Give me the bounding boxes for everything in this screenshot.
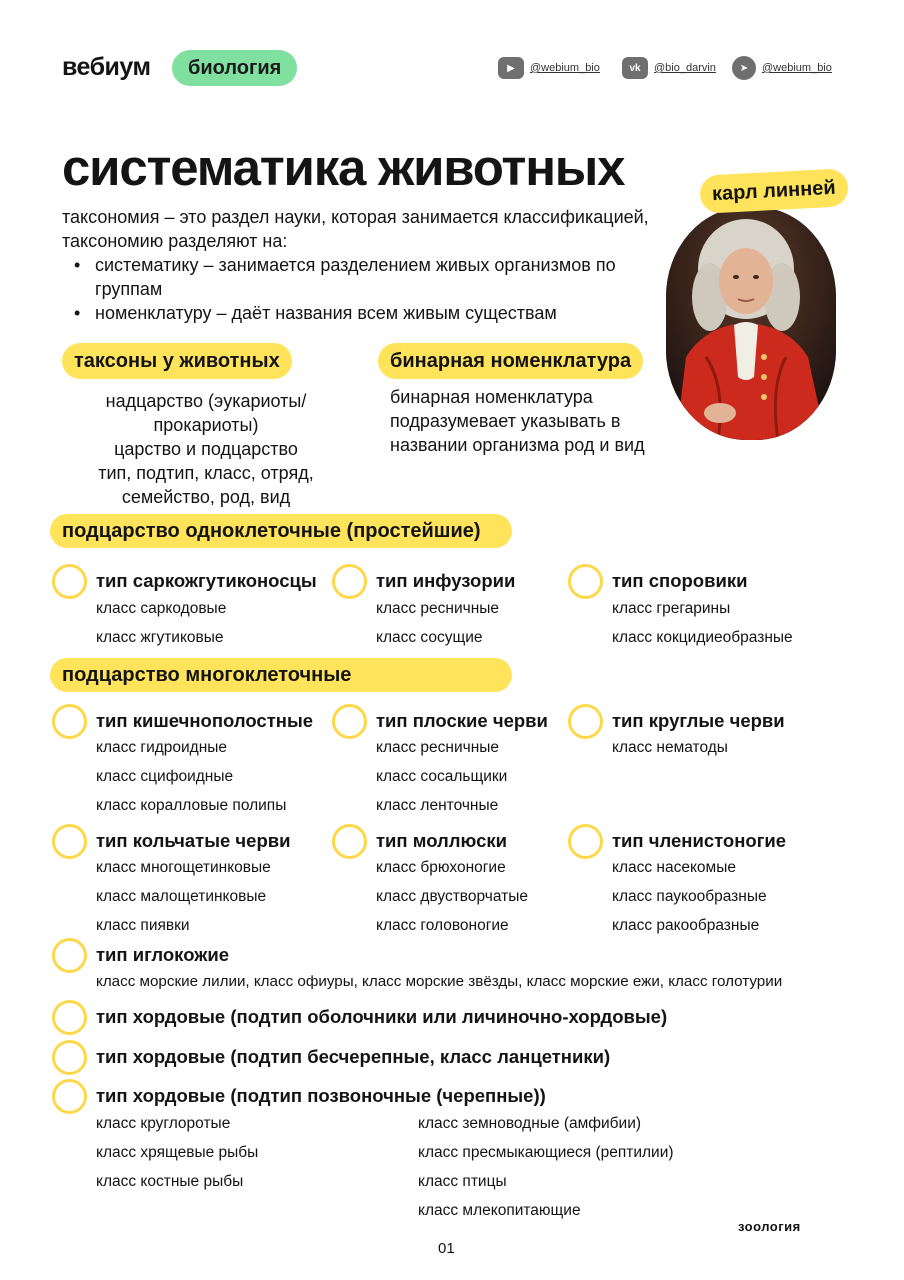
class-item: класс двустворчатые xyxy=(376,888,528,905)
intro-text: таксономия – это раздел науки, которая занимается классификацией, таксономию разделяют на: xyxy=(62,207,649,251)
class-item: класс нематоды xyxy=(612,739,728,756)
taxa-line: прокариоты) xyxy=(153,415,259,435)
binary-line: бинарная номенклатура xyxy=(390,387,593,407)
type-name: тип иглокожие xyxy=(96,944,230,965)
binary-description xyxy=(390,385,670,457)
checkbox-circle xyxy=(332,704,367,739)
binary-line: названии организма род и вид xyxy=(390,435,645,455)
vertebrate-classes-right xyxy=(418,1109,674,1225)
type-name: тип моллюски xyxy=(376,830,508,851)
class-item: класс ленточные xyxy=(376,797,499,814)
type-name: тип саркожгутиконосцы xyxy=(96,570,317,591)
checkbox-circle xyxy=(52,1079,87,1114)
type-name: тип кишечнополостные xyxy=(96,710,314,731)
telegram-link[interactable] xyxy=(732,57,832,79)
portrait-illustration xyxy=(666,207,836,440)
class-item: класс пиявки xyxy=(96,917,190,934)
class-item: класс грегарины xyxy=(612,600,731,617)
checkbox-circle xyxy=(52,564,87,599)
intro-bullets xyxy=(62,253,662,325)
multicellular-heading: подцарство многоклеточные xyxy=(50,658,512,692)
vk-icon: vk xyxy=(622,57,648,79)
type-name: тип членистоногие xyxy=(612,830,787,851)
type-name: тип хордовые (подтип бесчерепные, класс ланцетники) xyxy=(96,1046,611,1067)
class-item: класс млекопитающие xyxy=(418,1202,581,1219)
class-item: класс брюхоногие xyxy=(376,859,506,876)
checkbox-circle xyxy=(332,824,367,859)
class-item: класс насекомые xyxy=(612,859,736,876)
checkbox-circle xyxy=(52,1040,87,1075)
checkbox-circle xyxy=(52,938,87,973)
type-name: тип хордовые (подтип позвоночные (черепные)) xyxy=(96,1085,546,1106)
checkbox-circle xyxy=(52,1000,87,1035)
class-item: класс хрящевые рыбы xyxy=(96,1144,259,1161)
taxa-line: семейство, род, вид xyxy=(121,487,291,507)
portrait-label: карл линней xyxy=(699,168,848,214)
page-title: систематика животных xyxy=(62,139,625,196)
class-item: класс сосущие xyxy=(376,629,483,646)
class-item: класс ракообразные xyxy=(612,917,760,934)
class-item: класс малощетинковые xyxy=(96,888,267,905)
taxa-line: тип, подтип, класс, отряд, xyxy=(98,463,314,483)
intro-block xyxy=(62,205,662,325)
checkbox-circle xyxy=(568,564,603,599)
class-item: класс птицы xyxy=(418,1173,507,1190)
class-item: класс ресничные xyxy=(376,739,500,756)
binary-line: подразумевает указывать в xyxy=(390,411,621,431)
type-name: тип круглые черви xyxy=(612,710,785,731)
type-name: тип хордовые (подтип оболочники или личиночно-хордовые) xyxy=(96,1006,668,1027)
checkbox-circle xyxy=(332,564,367,599)
youtube-link[interactable] xyxy=(498,57,600,79)
telegram-handle: @webium_bio xyxy=(762,62,832,74)
type-name: тип кольчатые черви xyxy=(96,830,291,851)
taxa-line: надцарство (эукариоты/ xyxy=(105,391,307,411)
class-item: класс круглоротые xyxy=(96,1115,231,1132)
brand-logo: вебиум xyxy=(62,53,151,81)
class-list: класс морские лилии, класс офиуры, класс морские звёзды, класс морские ежи, класс голотурии xyxy=(96,973,783,990)
taxa-list xyxy=(62,389,350,509)
page-number: 01 xyxy=(438,1240,455,1257)
unicellular-heading: подцарство одноклеточные (простейшие) xyxy=(50,514,512,548)
youtube-icon: ▶ xyxy=(498,57,524,79)
class-item: класс ресничные xyxy=(376,600,500,617)
class-item: класс костные рыбы xyxy=(96,1173,244,1190)
class-item: класс гидроидные xyxy=(96,739,228,756)
taxa-line: царство и подцарство xyxy=(114,439,298,459)
class-item: класс земноводные (амфибии) xyxy=(418,1115,642,1132)
checkbox-circle xyxy=(52,704,87,739)
class-item: класс пресмыкающиеся (рептилии) xyxy=(418,1144,674,1161)
class-item: класс многощетинковые xyxy=(96,859,271,876)
class-item: класс жгутиковые xyxy=(96,629,224,646)
vertebrate-classes-left xyxy=(96,1109,258,1196)
class-item: класс сцифоидные xyxy=(96,768,234,785)
type-name: тип инфузории xyxy=(376,570,516,591)
taxa-heading: таксоны у животных xyxy=(62,343,292,379)
checkbox-circle xyxy=(568,824,603,859)
class-item: класс коралловые полипы xyxy=(96,797,287,814)
telegram-icon: ➤ xyxy=(732,56,756,80)
binary-heading: бинарная номенклатура xyxy=(378,343,643,379)
checkbox-circle xyxy=(52,824,87,859)
linnaeus-portrait xyxy=(666,207,836,440)
type-name: тип споровики xyxy=(612,570,748,591)
class-item: класс саркодовые xyxy=(96,600,227,617)
bullet-nomenclature: • номенклатуру – даёт названия всем живым существам xyxy=(62,301,662,325)
vk-link[interactable] xyxy=(622,57,716,79)
vk-handle: @bio_darvin xyxy=(654,62,716,74)
youtube-handle: @webium_bio xyxy=(530,62,600,74)
footer-topic: зоология xyxy=(738,1219,801,1234)
class-item: класс головоногие xyxy=(376,917,509,934)
class-item: класс кокцидиеобразные xyxy=(612,629,793,646)
type-name: тип плоские черви xyxy=(376,710,548,731)
subject-badge: биология xyxy=(172,50,297,86)
checkbox-circle xyxy=(568,704,603,739)
bullet-systematics: • систематику – занимается разделением живых организмов по группам xyxy=(62,253,662,301)
class-item: класс паукообразные xyxy=(612,888,767,905)
class-item: класс сосальщики xyxy=(376,768,508,785)
